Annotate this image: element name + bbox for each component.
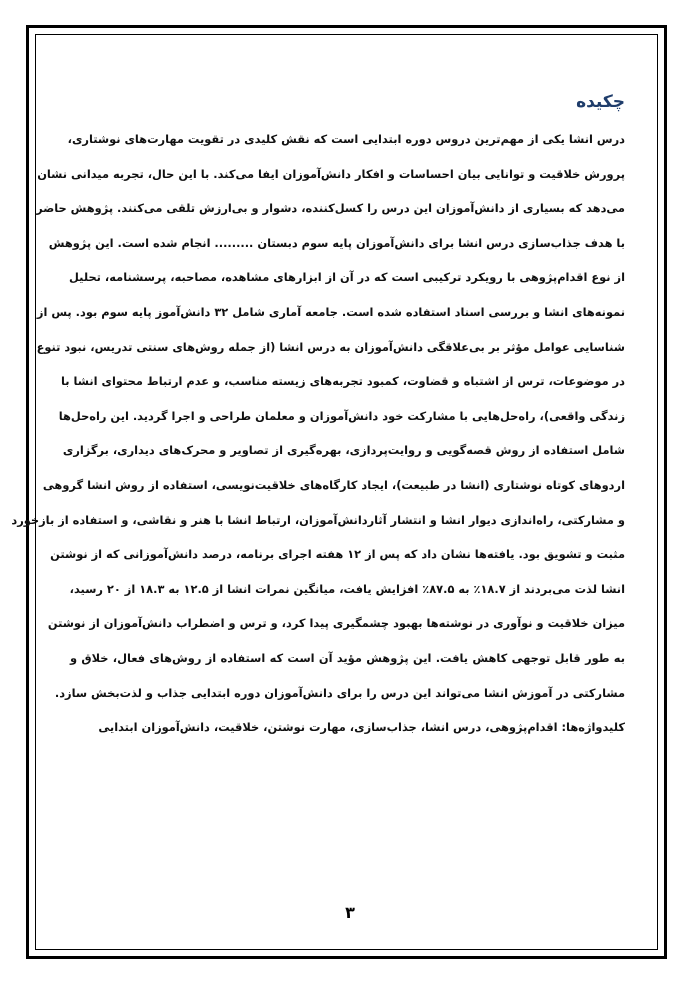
abstract-line: به طور قابل توجهی کاهش یافت. این پژوهش مؤید آن است که استفاده از روش‌های فعال، خلاق و [70, 650, 625, 665]
abstract-line: مثبت و تشویق بود. یافته‌ها نشان داد که پس از ۱۲ هفته اجرای برنامه، درصد دانش‌آموزانی که از نوشتن [50, 547, 625, 562]
abstract-line: شناسایی عوامل مؤثر بر بی‌علاقگی دانش‌آموزان به درس انشا (از جمله روش‌های سنتی تدریس، نبود تنوع [36, 339, 625, 354]
abstract-line: با هدف جذاب‌سازی درس انشا برای دانش‌آموزان پایه سوم دبستان ......... انجام شده است. این پژوهش [48, 235, 625, 250]
abstract-line: و مشارکتی، راه‌اندازی دیوار انشا و انتشار آثاردانش‌آموزان، ارتباط انشا با هنر و نقاشی، و استفاده از بازخورد [11, 512, 625, 527]
abstract-line: درس انشا یکی از مهم‌ترین دروس دوره ابتدایی است که نقش کلیدی در تقویت مهارت‌های نوشتاری، [67, 132, 625, 146]
abstract-line: شامل استفاده از روش قصه‌گویی و روایت‌پردازی، بهره‌گیری از تصاویر و محرک‌های دیداری، برگزاری [62, 443, 625, 458]
abstract-line: زندگی واقعی)، راه‌حل‌هایی با مشارکت خود دانش‌آموزان و معلمان طراحی و اجرا گردید. این راه‌حل‌ها [58, 408, 625, 423]
abstract-body [11, 122, 625, 710]
abstract-line: پرورش خلاقیت و توانایی بیان احساسات و افکار دانش‌آموزان ایفا می‌کند. با این حال، تجربه میدانی نشان [37, 166, 625, 181]
abstract-line: انشا لذت می‌بردند از ۱۸.۷٪ به ۸۷.۵٪ افزایش یافت، میانگین نمرات انشا از ۱۲.۵ به ۱۸.۳ از ۲۰ رسید، [69, 581, 625, 596]
abstract-line: نمونه‌های انشا و بررسی اسناد استفاده شده است. جامعه آماری شامل ۳۲ دانش‌آموز پایه سوم بود. پس از [36, 304, 625, 319]
abstract-line: از نوع اقدام‌پژوهی با رویکرد ترکیبی است که در آن از ابزارهای مشاهده، مصاحبه، پرسشنامه، تحلیل [69, 270, 625, 285]
abstract-section [11, 88, 625, 745]
abstract-line: میزان خلاقیت و نوآوری در نوشته‌ها بهبود چشمگیری پیدا کرد، و ترس و اضطراب دانش‌آموزان از نوشتن [47, 616, 625, 631]
abstract-line: اردوهای کوتاه نوشتاری (انشا در طبیعت)، ایجاد کارگاه‌های خلاقیت‌نویسی، استفاده از روش انشا گروهی [42, 477, 625, 492]
keywords-line: کلیدواژه‌ها: اقدام‌پژوهی، درس انشا، جذاب‌سازی، مهارت نوشتن، خلاقیت، دانش‌آموزان ابتدایی [98, 720, 625, 735]
abstract-heading: چکیده [576, 92, 625, 112]
abstract-line: در موضوعات، ترس از اشتباه و قضاوت، کمبود تجربه‌های زیسته مناسب، و عدم ارتباط محتوای انشا با [61, 374, 625, 389]
abstract-line: مشارکتی در آموزش انشا می‌تواند این درس را برای دانش‌آموزان دوره ابتدایی جذاب و لذت‌بخش سازد. [54, 685, 625, 700]
page-number: ۳ [345, 903, 355, 922]
abstract-line: می‌دهد که بسیاری از دانش‌آموزان این درس را کسل‌کننده، دشوار و بی‌ارزش تلقی می‌کنند. پژوهش حاضر [36, 201, 625, 216]
